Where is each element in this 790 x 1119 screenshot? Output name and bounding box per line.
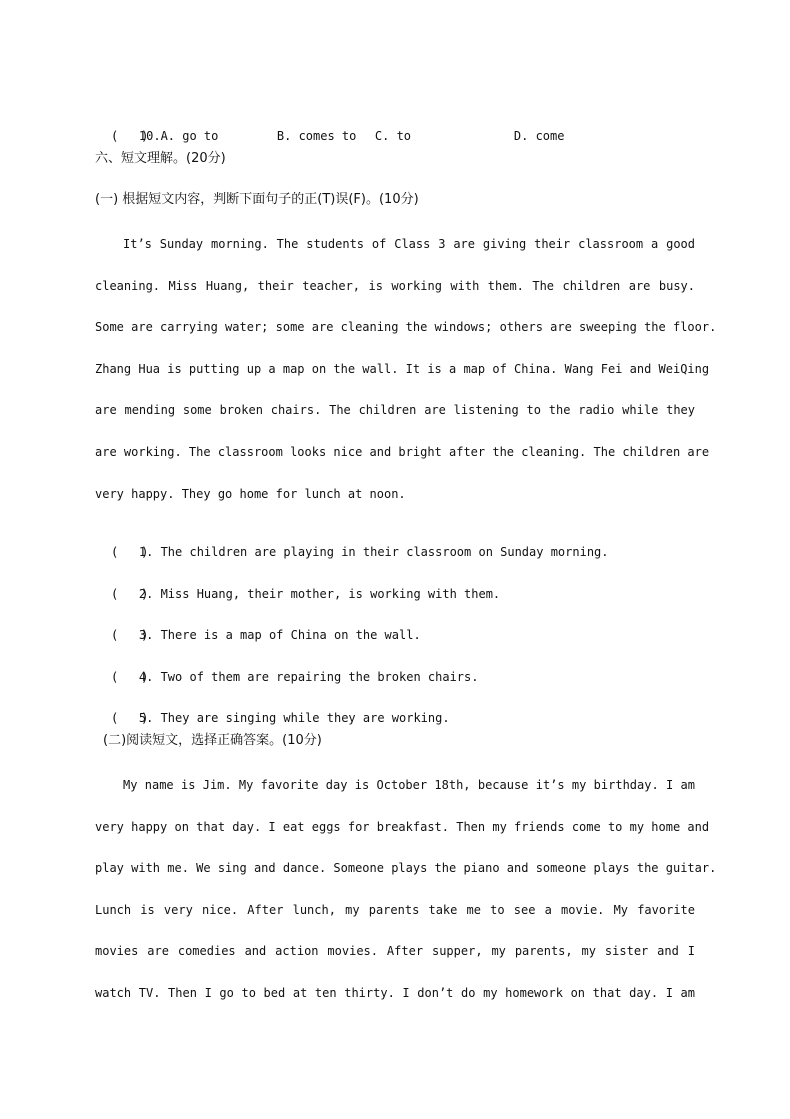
answer-blank: ( ) — [110, 544, 149, 559]
answer-blank: ( ) — [110, 586, 149, 601]
part-two-heading: (二)阅读短文，选择正确答案。(10分) — [103, 733, 322, 748]
true-false-question-3 — [95, 611, 421, 659]
answer-blank: ( ) — [110, 128, 149, 143]
passage-line: watch TV. Then I go to bed at ten thirty. I don’t do my homework on that day. I am — [95, 985, 695, 1000]
passage-line: Some are carrying water; some are cleaning the windows; others are sweeping the floor. — [95, 320, 717, 335]
question-text: 1. The children are playing in their classroom on Sunday morning. — [138, 545, 609, 559]
answer-blank: ( ) — [110, 710, 149, 725]
passage-line: cleaning. Miss Huang, their teacher, is working with them. The children are busy. — [95, 278, 695, 293]
passage-line: are working. The classroom looks nice and bright after the cleaning. The children are — [95, 444, 710, 459]
option-d: D. come — [513, 129, 565, 143]
passage-line: Zhang Hua is putting up a map on the wall. It is a map of China. Wang Fei and WeiQing — [95, 361, 710, 376]
passage-line: very happy on that day. I eat eggs for breakfast. Then my friends come to my home and — [95, 819, 710, 834]
option-b: B. comes to — [276, 129, 357, 143]
part-one-passage — [95, 224, 717, 515]
answer-blank: ( ) — [110, 627, 149, 642]
question-text: 2. Miss Huang, their mother, is working with them. — [138, 587, 501, 601]
passage-line: movies are comedies and action movies. After supper, my parents, my sister and I — [95, 944, 695, 959]
true-false-question-1 — [95, 528, 609, 576]
passage-line: My name is Jim. My favorite day is October 18th, because it’s my birthday. I am — [123, 778, 695, 792]
section-six-heading: 六、短文理解。(20分) — [95, 151, 226, 166]
passage-line: very happy. They go home for lunch at noon. — [95, 486, 406, 501]
passage-line: are mending some broken chairs. The children are listening to the radio while they — [95, 403, 695, 418]
passage-line: Lunch is very nice. After lunch, my parents take me to see a movie. My favorite — [95, 902, 695, 917]
option-c: C. to — [374, 129, 412, 143]
part-two-passage — [95, 765, 717, 1015]
question-text: 5. They are singing while they are working. — [138, 711, 450, 725]
part-one-heading: (一) 根据短文内容，判断下面句子的正(T)误(F)。(10分) — [95, 192, 419, 207]
option-a: 10.A. go to — [138, 129, 219, 143]
passage-line: play with me. We sing and dance. Someone plays the piano and someone plays the guitar. — [95, 861, 717, 876]
question-text: 4. Two of them are repairing the broken chairs. — [138, 670, 479, 684]
passage-line: It’s Sunday morning. The students of Class 3 are giving their classroom a good — [123, 237, 695, 251]
question-text: 3. There is a map of China on the wall. — [138, 628, 421, 642]
answer-blank: ( ) — [110, 669, 149, 684]
